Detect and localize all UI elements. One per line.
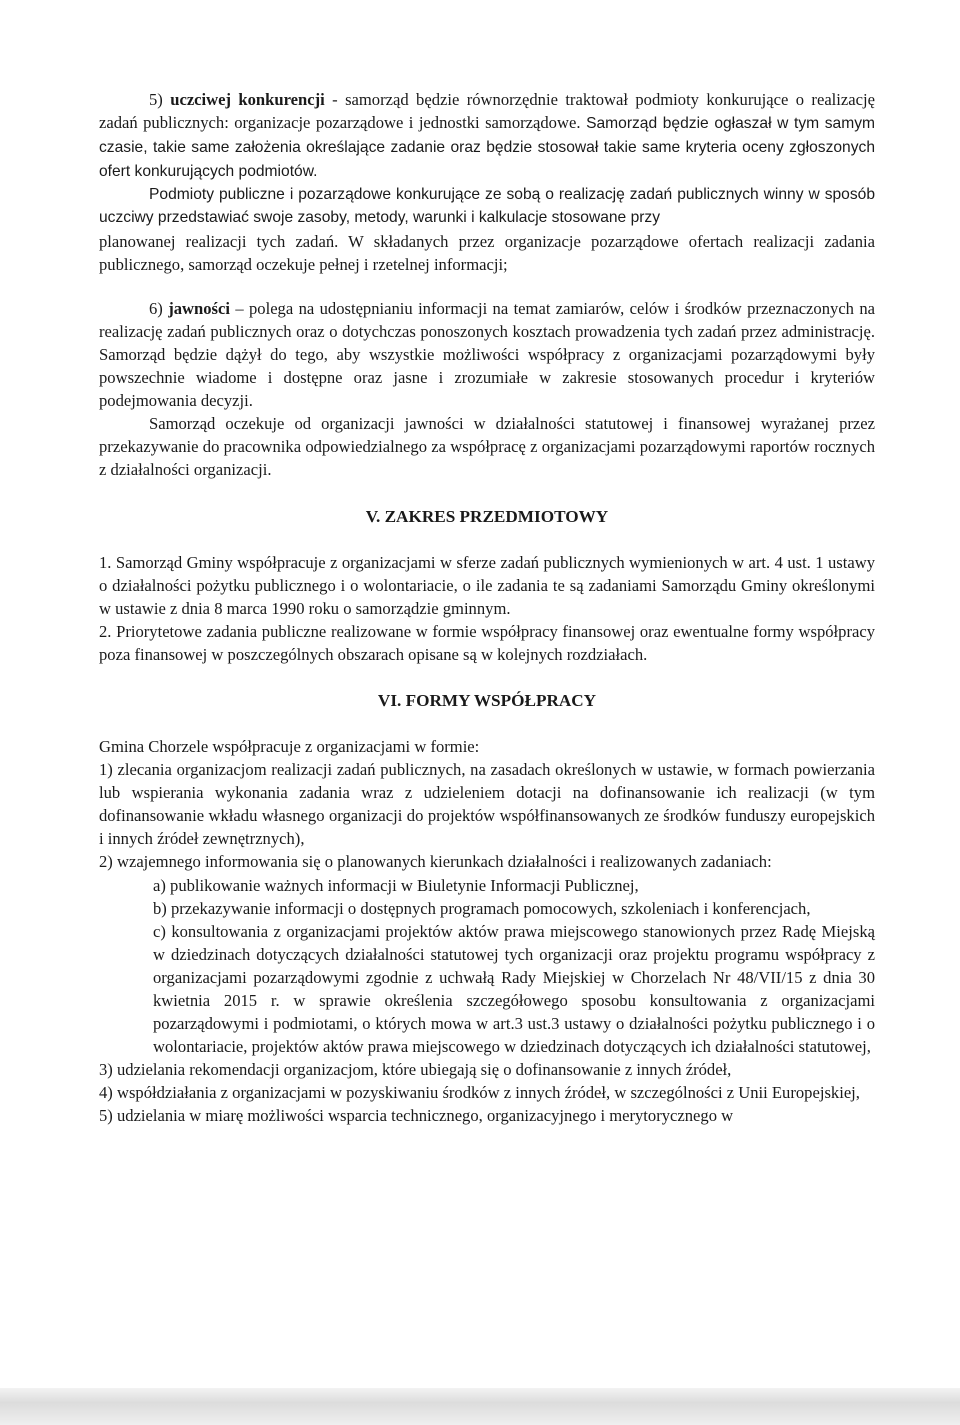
- section-v-heading: V. ZAKRES PRZEDMIOTOWY: [365, 506, 609, 526]
- form-3: 3) udzielania rekomendacji organizacjom, które ubiegają się o dofinansowanie z innych źródeł,: [99, 1060, 732, 1080]
- scan-bottom-edge: [0, 1388, 960, 1425]
- section-vi-intro: Gmina Chorzele współpracuje z organizacjami w formie:: [99, 736, 480, 756]
- document-page: [99, 88, 875, 1128]
- principle-5-text-d: planowanej realizacji tych zadań. W składanych przez organizacje pozarządowe ofertach realizacji zadania publicznego, samorząd oczekuje pełnej i rzetelnej informacji;: [99, 231, 875, 274]
- section-v-item-2: 2. Priorytetowe zadania publiczne realizowane w formie współpracy finansowej oraz ewentualne formy współpracy poza finansowej w poszczególnych obszarach opisane są w kolejnych rozdziałach.: [99, 621, 875, 664]
- principle-5-text-a: - samorząd będzie równorzędnie traktował podmioty konkurujące o realizację zadań publicznych: organizacje pozarządowe i jednostki samorządowe.: [99, 90, 875, 133]
- form-2a: a) publikowanie ważnych informacji w Biuletynie Informacji Publicznej,: [153, 875, 639, 895]
- section-v-item-1-date: 8 marca 1990: [214, 598, 305, 618]
- form-2: 2) wzajemnego informowania się o planowanych kierunkach działalności i realizowanych zadaniach:: [99, 852, 772, 872]
- section-v-item-1-b: roku o samorządzie gminnym.: [304, 598, 511, 618]
- principle-5-paragraph: [99, 88, 875, 183]
- form-5: 5) udzielania w miarę możliwości wsparcia technicznego, organizacyjnego i merytorycznego w: [99, 1106, 734, 1126]
- principle-5-number: 5): [149, 90, 163, 109]
- form-2c: c) konsultowania z organizacjami projektów aktów prawa miejscowego stanowionych przez Radę Miejską w dziedzinach dotyczących działalności statutowej tych organizacji oraz projektu programu współpracy z organizacjami pozarządowymi zgodnie z uchwałą Rady Miejskiej w Chorzelach Nr 48/VII/15 z dnia 30 kwietnia 2015 r. w sprawie określenia szczegółowego sposobu konsultowania z organizacjami pozarządowymi i podmiotami, o których mowa w art.3 ust.3 ustawy o działalności pożytku publicznego i o wolontariacie, projektów aktów prawa miejscowego w dziedzinach dotyczących ich działalności statutowej,: [153, 921, 875, 1057]
- principle-6-text-a: – polega na udostępnianiu informacji na temat zamiarów, celów i środków przeznaczonych na realizację zadań publicznych oraz o dotychczas ponoszonych kosztach prowadzenia tych zadań przez administrację. Samorząd będzie dążył do tego, aby wszystkie możliwości współpracy z organizacjami pozarządowymi były powszechnie wiadome i dostępne oraz jasne i zrozumiałe w zakresie stosowanych procedur i kryteriów podejmowania decyzji.: [99, 298, 876, 411]
- form-1: 1) zlecania organizacjom realizacji zadań publicznych, na zasadach określonych w ustawie, w formach powierzania lub wspierania wykonania zadania wraz z udzieleniem dotacji na dofinansowanie ich realizacji (w tym dofinansowanie wkładu własnego organizacji do projektów współfinansowanych ze środków funduszy europejskich i innych źródeł zewnętrznych),: [99, 760, 875, 849]
- form-4: 4) współdziałania z organizacjami w pozyskiwaniu środków z innych źródeł, w szczególności z Unii Europejskiej,: [99, 1083, 860, 1103]
- principle-5-term: uczciwej konkurencji: [170, 90, 325, 109]
- principle-5-text-b: Samorząd będzie ogłaszał w tym samym czasie, takie same założenia określające zadanie oraz będzie stosował takie same kryteria oceny zgłoszonych ofert konkurujących podmiotów.: [99, 115, 875, 181]
- principle-5-text-c: Podmioty publiczne i pozarządowe konkurujące ze sobą o realizację zadań publicznych winny w sposób uczciwy przedstawiać swoje zasoby, metody, warunki i kalkulacje stosowane przy: [99, 186, 875, 227]
- principle-6-term: jawności: [168, 298, 230, 318]
- section-vi-heading: VI. FORMY WSPÓŁPRACY: [377, 690, 597, 710]
- form-2b: b) przekazywanie informacji o dostępnych programach pomocowych, szkoleniach i konferencjach,: [153, 898, 811, 918]
- section-v-item-1: [99, 551, 875, 620]
- principle-6-text-b: Samorząd oczekuje od organizacji jawności w działalności statutowej i finansowej wyrażanej przez przekazywanie do pracownika odpowiedzialnego za współpracę z organizacjami pozarządowymi raportów rocznych z działalności organizacji.: [99, 414, 875, 480]
- section-v-item-1-a: 1. Samorząd Gminy współpracuje z organizacjami w sferze zadań publicznych wymienionych w art. 4 ust. 1 ustawy o działalności pożytku publicznego i o wolontariacie, o ile zadania te są zadaniami Samorządu Gminy określonymi w ustawie z dnia: [99, 552, 875, 618]
- principle-6-paragraph: [99, 297, 875, 412]
- principle-6-number: 6): [149, 298, 163, 318]
